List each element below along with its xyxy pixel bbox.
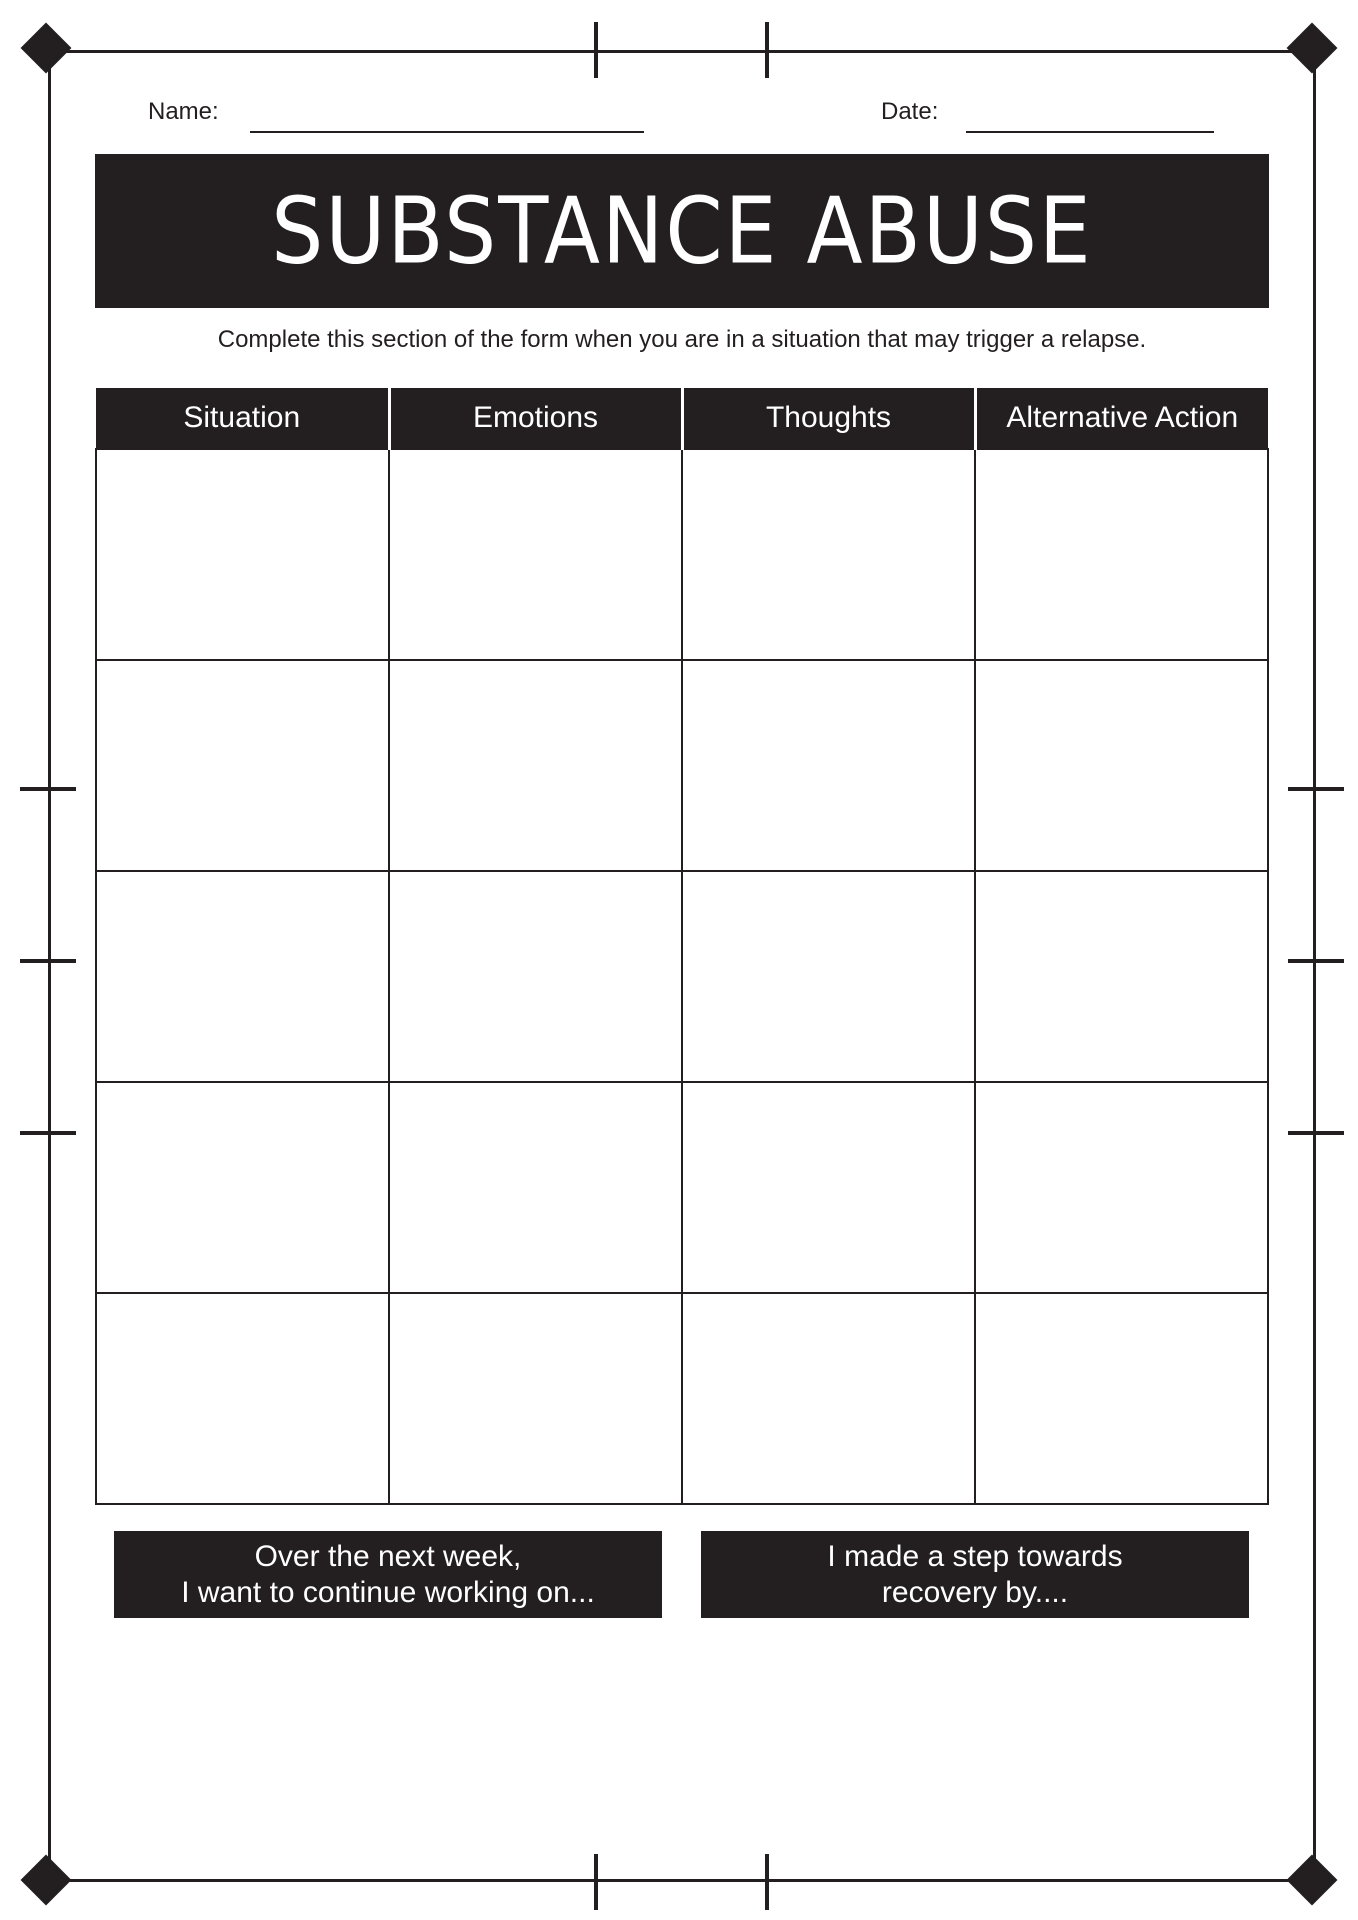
column-header-situation: Situation — [96, 388, 389, 449]
column-header-emotions: Emotions — [389, 388, 682, 449]
table-row — [96, 1082, 1268, 1293]
table-row — [96, 871, 1268, 1082]
recovery-prompt — [701, 1531, 1249, 1618]
border-tick-left-2 — [20, 959, 76, 963]
table-cell[interactable] — [975, 1082, 1268, 1293]
recovery-prompt-line-1: I made a step towards — [827, 1539, 1123, 1573]
goal-prompt — [114, 1531, 662, 1618]
table-cell[interactable] — [682, 1082, 975, 1293]
recovery-prompt-line-2: recovery by.... — [881, 1575, 1069, 1609]
table-cell[interactable] — [975, 1293, 1268, 1504]
table-header-row — [96, 388, 1268, 449]
column-header-alternative-action: Alternative Action — [975, 388, 1268, 449]
border-tick-top-left — [594, 22, 598, 78]
table-cell[interactable] — [96, 1293, 389, 1504]
goal-prompt-line-2: I want to continue working on... — [181, 1575, 595, 1609]
table-cell[interactable] — [682, 449, 975, 660]
worksheet-table — [95, 388, 1269, 1505]
table-cell[interactable] — [96, 449, 389, 660]
goal-prompt-line-1: Over the next week, — [254, 1539, 522, 1573]
table-cell[interactable] — [975, 871, 1268, 1082]
date-field[interactable] — [966, 131, 1214, 133]
name-label: Name: — [148, 98, 219, 125]
border-tick-top-right — [765, 22, 769, 78]
table-cell[interactable] — [389, 1082, 682, 1293]
table-cell[interactable] — [389, 871, 682, 1082]
title-banner — [95, 154, 1269, 308]
table-row — [96, 1293, 1268, 1504]
border-tick-right-3 — [1288, 1131, 1344, 1135]
table-cell[interactable] — [682, 871, 975, 1082]
page-title: SUBSTANCE ABUSE — [271, 177, 1093, 285]
border-tick-bottom-right — [765, 1854, 769, 1910]
table-row — [96, 449, 1268, 660]
border-tick-right-1 — [1288, 787, 1344, 791]
table-cell[interactable] — [389, 660, 682, 871]
table-cell[interactable] — [96, 1082, 389, 1293]
name-field[interactable] — [250, 131, 644, 133]
date-label: Date: — [881, 98, 939, 125]
border-tick-right-2 — [1288, 959, 1344, 963]
table-cell[interactable] — [96, 871, 389, 1082]
table-row — [96, 660, 1268, 871]
border-tick-left-1 — [20, 787, 76, 791]
column-header-thoughts: Thoughts — [682, 388, 975, 449]
table-cell[interactable] — [682, 660, 975, 871]
table-cell[interactable] — [96, 660, 389, 871]
table-cell[interactable] — [975, 660, 1268, 871]
instruction-text: Complete this section of the form when you are in a situation that may trigger a relapse. — [217, 326, 1147, 353]
border-tick-left-3 — [20, 1131, 76, 1135]
table-cell[interactable] — [975, 449, 1268, 660]
table-cell[interactable] — [389, 1293, 682, 1504]
border-tick-bottom-left — [594, 1854, 598, 1910]
table-cell[interactable] — [389, 449, 682, 660]
table-cell[interactable] — [682, 1293, 975, 1504]
